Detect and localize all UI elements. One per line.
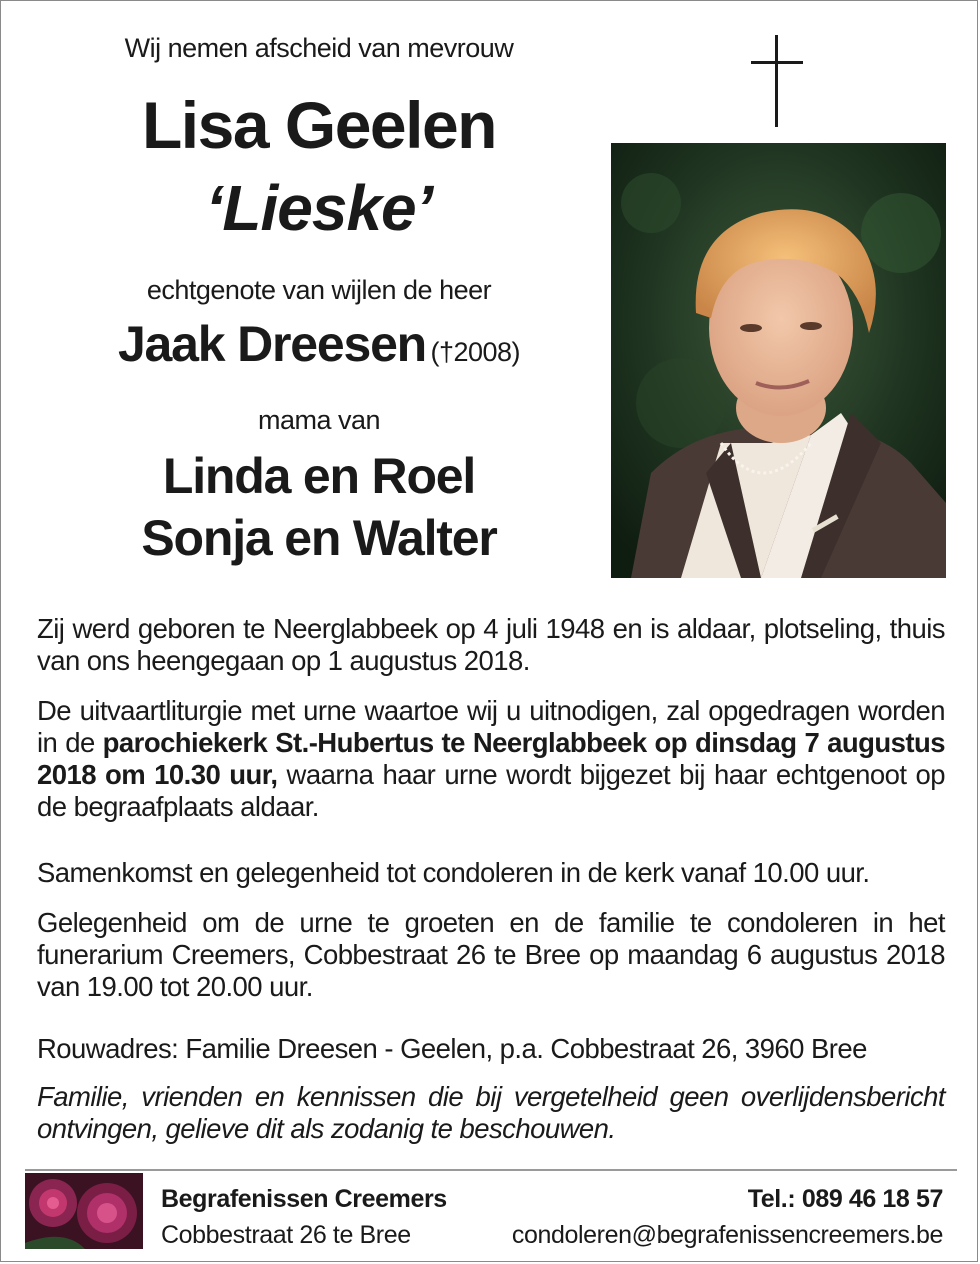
paragraph-notice: Familie, vrienden en kennissen die bij vergetelheid geen overlijdensbericht ontvingen, gelieve dit als zodanig te beschouwen. [37,1081,945,1144]
portrait-photo [611,143,946,578]
paragraph-funerarium: Gelegenheid om de urne te groeten en de familie te condoleren in het funerarium Creemers, Cobbestraat 26 te Bree op maandag 6 augustus 2018 van 19.00 tot 20.00 uur. [37,907,945,1002]
children-intro: mama van [257,405,381,435]
footer-divider [25,1169,957,1171]
deceased-nickname: ‘Lieske’ [205,172,433,244]
paragraph-gathering: Samenkomst en gelegenheid tot condoleren in de kerk vanaf 10.00 uur. [37,857,870,888]
company-phone: Tel.: 089 46 18 57 [747,1185,943,1213]
company-address: Cobbestraat 26 te Bree [161,1221,411,1249]
rose-logo [25,1173,143,1249]
spouse-year: (†2008) [430,337,521,367]
spouse-line [21,315,617,373]
liturgy-text-start: De uitvaartliturgie met urne waartoe wij u uitnodigen, zal opgedragen worden in de [37,695,945,758]
paragraph-birth: Zij werd geboren te Neerglabbeek op 4 juli 1948 en is aldaar, plotseling, thuis van ons heengegaan op 1 augustus 2018. [37,613,945,676]
company-email[interactable]: condoleren@begrafenissencreemers.be [511,1221,943,1249]
spouse-intro: echtgenote van wijlen de heer [146,275,492,305]
cross-icon [751,35,803,129]
company-name: Begrafenissen Creemers [161,1185,447,1213]
liturgy-text-end: waarna haar urne wordt bijgezet bij haar echtgenoot op de begraafplaats aldaar. [37,759,945,822]
spouse-name: Jaak Dreesen [117,316,427,372]
paragraph-address: Rouwadres: Familie Dreesen - Geelen, p.a. Cobbestraat 26, 3960 Bree [37,1033,867,1064]
children-line-1: Linda en Roel [162,448,476,504]
deceased-name: Lisa Geelen [141,88,496,162]
liturgy-location: parochiekerk St.-Hubertus te Neerglabbeek op dinsdag 7 augustus 2018 om 10.30 uur, [37,727,945,790]
intro-text: Wij nemen afscheid van mevrouw [124,33,514,63]
paragraph-liturgy [37,695,945,823]
children-line-2: Sonja en Walter [141,510,497,566]
